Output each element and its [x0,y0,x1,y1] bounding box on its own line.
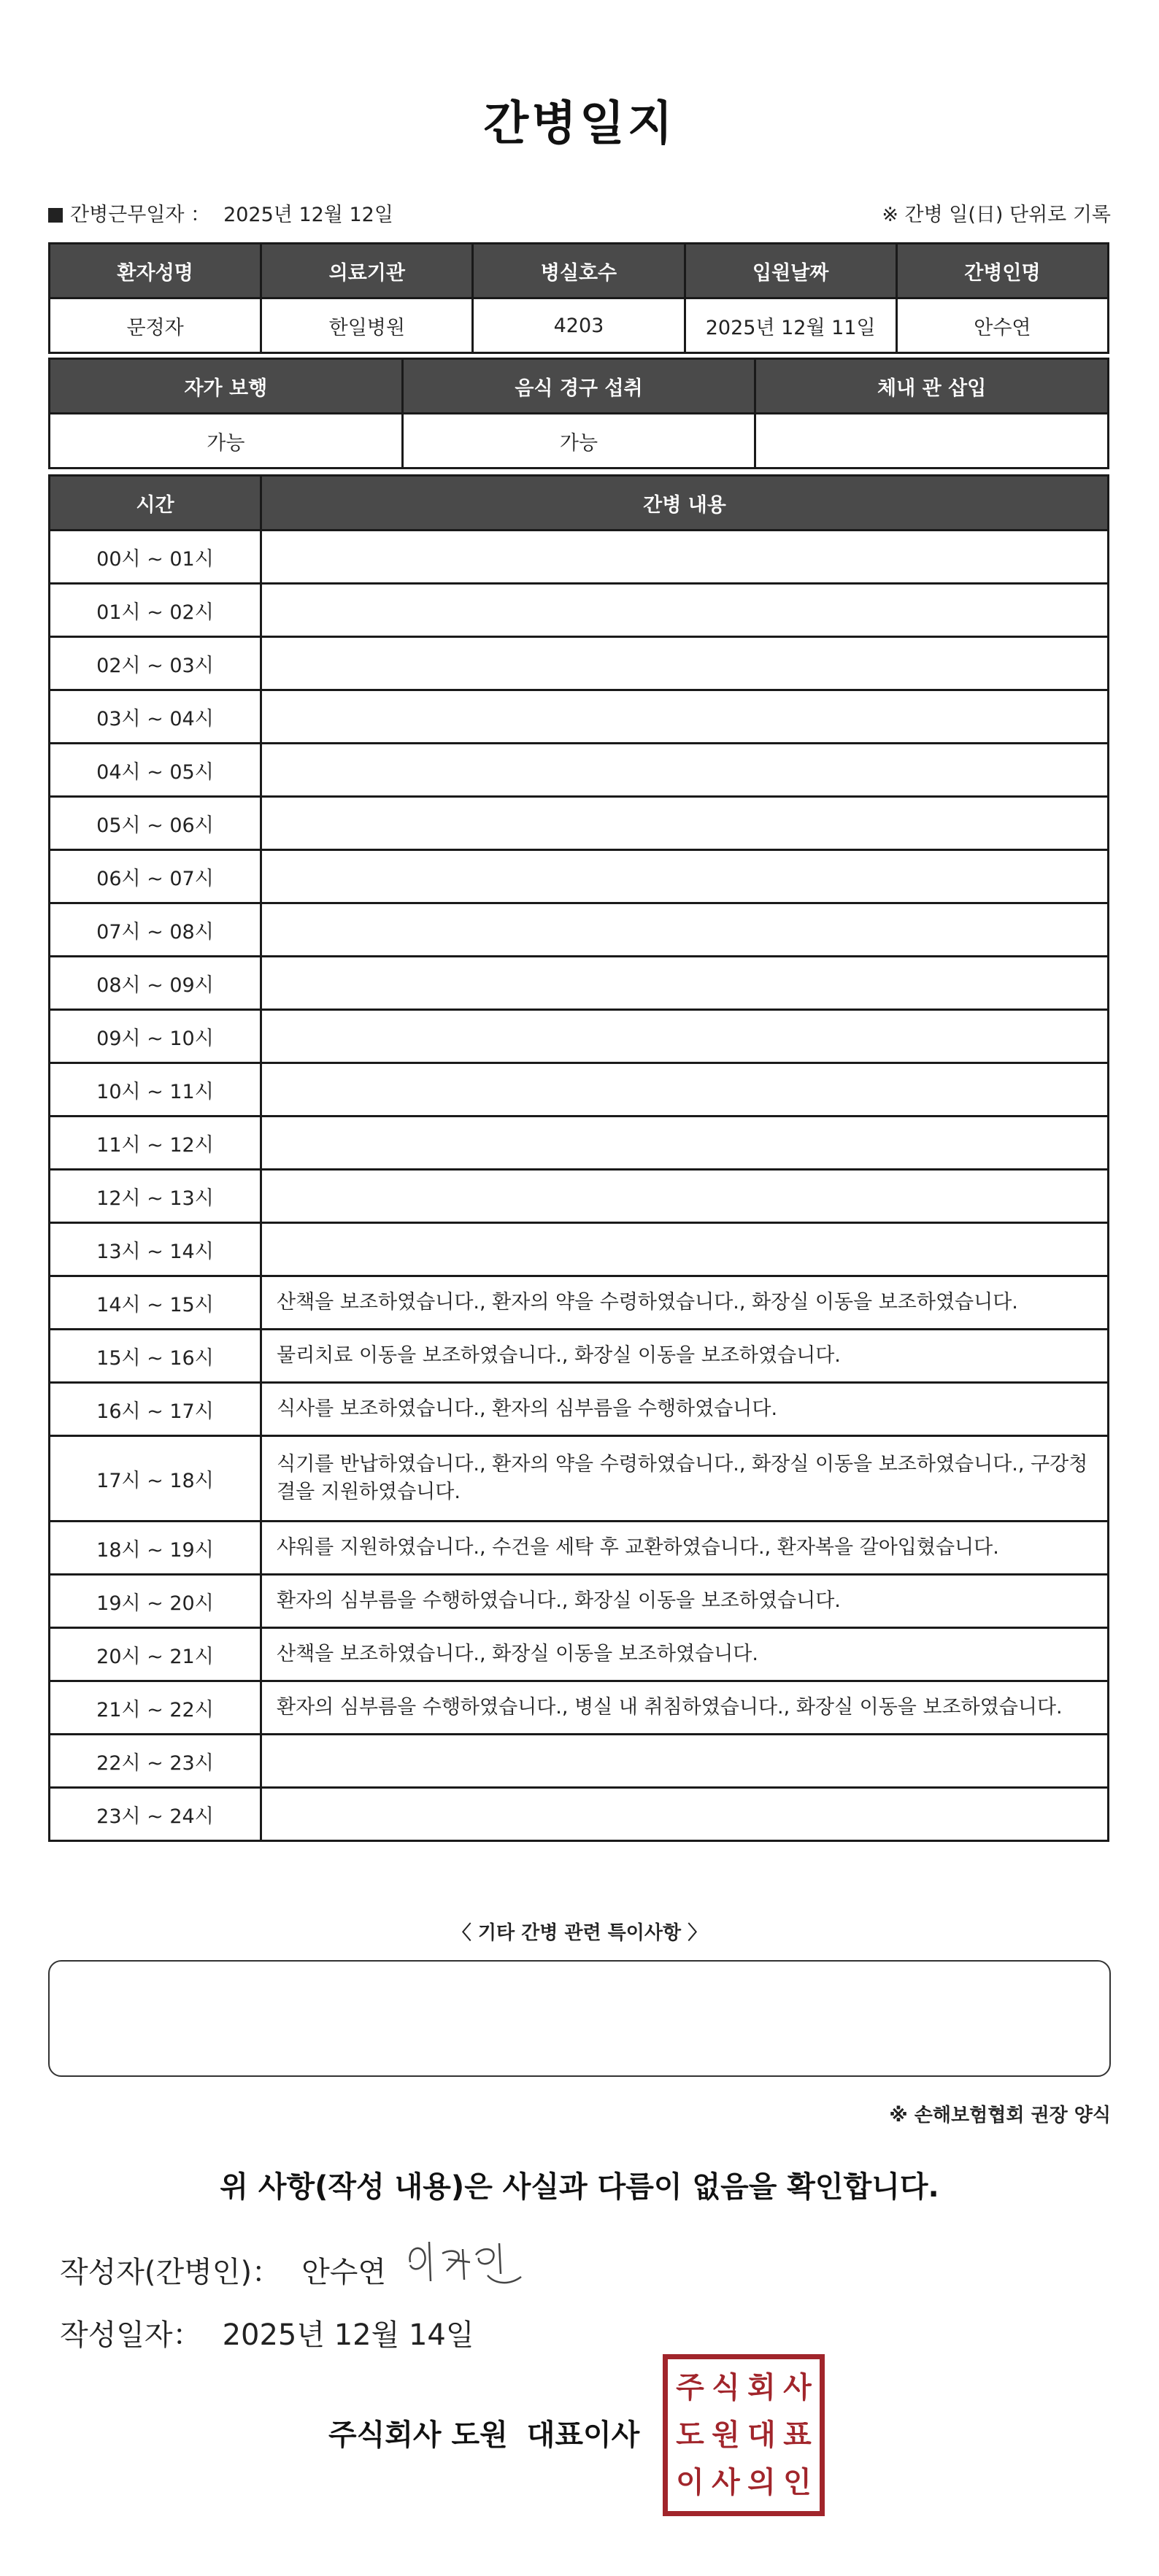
log-row [50,1010,1109,1063]
log-content [261,1117,1109,1170]
log-content: 샤워를 지원하였습니다., 수건을 세탁 후 교환하였습니다., 환자복을 갈아입혔습니다. [261,1522,1109,1575]
bullet-square-icon [48,208,63,223]
log-time: 07시 ~ 08시 [50,903,261,957]
header-caregiver-name: 간병인명 [896,244,1108,298]
log-content: 산책을 보조하였습니다., 환자의 약을 수령하였습니다., 화장실 이동을 보조하였습니다. [261,1276,1109,1330]
log-time: 03시 ~ 04시 [50,690,261,744]
log-row [50,797,1109,850]
seal-char: 대 [747,2418,776,2452]
company-title: 대표이사 [526,2418,640,2452]
log-rows [50,531,1109,1841]
header-patient-name: 환자성명 [50,244,261,298]
admission-date: 2025년 12월 11일 [685,298,896,353]
header-tube-insertion: 체내 관 삽입 [755,359,1109,414]
log-content [261,797,1109,850]
seal-char: 의 [747,2466,776,2500]
log-content [261,1223,1109,1276]
log-content: 환자의 심부름을 수행하였습니다., 병실 내 취침하였습니다., 화장실 이동을 보조하였습니다. [261,1681,1109,1735]
company-seal-stamp [663,2354,825,2516]
log-content: 식사를 보조하였습니다., 환자의 심부름을 수행하였습니다. [261,1383,1109,1436]
log-row [50,1628,1109,1681]
log-time: 20시 ~ 21시 [50,1628,261,1681]
log-row [50,1788,1109,1841]
log-time: 13시 ~ 14시 [50,1223,261,1276]
log-time: 10시 ~ 11시 [50,1063,261,1117]
log-content: 환자의 심부름을 수행하였습니다., 화장실 이동을 보조하였습니다. [261,1575,1109,1628]
log-time: 19시 ~ 20시 [50,1575,261,1628]
care-status-table [48,358,1109,469]
hospital-name: 한일병원 [261,298,473,353]
log-row [50,903,1109,957]
seal-char: 인 [783,2466,812,2500]
log-content [261,637,1109,690]
header-time: 시간 [50,476,261,531]
source-note: ※ 손해보험협회 권장 양식 [889,2105,1111,2126]
log-content [261,690,1109,744]
header-admission-date: 입원날짜 [685,244,896,298]
log-row [50,1383,1109,1436]
writer-name: 안수연 [301,2256,386,2289]
seal-char: 표 [783,2418,812,2452]
seal-char: 사 [783,2370,812,2405]
log-content: 식기를 반납하였습니다., 환자의 약을 수령하였습니다., 화장실 이동을 보조하였습니다., 구강청결을 지원하였습니다. [261,1436,1109,1522]
log-row [50,1735,1109,1788]
log-content [261,584,1109,637]
log-time: 09시 ~ 10시 [50,1010,261,1063]
header-room-number: 병실호수 [473,244,685,298]
seal-char: 사 [712,2466,740,2500]
log-row [50,1575,1109,1628]
log-time: 14시 ~ 15시 [50,1276,261,1330]
record-unit-note: ※ 간병 일(日) 단위로 기록 [882,204,1111,226]
seal-char: 이 [676,2466,704,2500]
log-time: 02시 ~ 03시 [50,637,261,690]
notes-box [48,1960,1111,2077]
header-self-walking: 자가 보행 [50,359,403,414]
log-time: 01시 ~ 02시 [50,584,261,637]
log-time: 05시 ~ 06시 [50,797,261,850]
log-row [50,1223,1109,1276]
hourly-care-log-table [48,474,1109,1842]
log-content [261,957,1109,1010]
room-number: 4203 [473,298,685,353]
log-time: 17시 ~ 18시 [50,1436,261,1522]
notes-heading: 〈 기타 간병 관련 특이사항 〉 [452,1922,707,1944]
seal-char: 도 [676,2418,704,2452]
patient-name: 문정자 [50,298,261,353]
log-content [261,1170,1109,1223]
log-content [261,1735,1109,1788]
caregiver-name: 안수연 [896,298,1108,353]
log-row [50,531,1109,584]
log-row [50,1117,1109,1170]
header-care-content: 간병 내용 [261,476,1109,531]
seal-char: 식 [712,2370,740,2405]
document-title: 간병일지 [483,97,676,151]
log-row [50,1436,1109,1522]
log-time: 21시 ~ 22시 [50,1681,261,1735]
log-row [50,1522,1109,1575]
log-row [50,957,1109,1010]
log-row [50,1681,1109,1735]
log-content: 산책을 보조하였습니다., 화장실 이동을 보조하였습니다. [261,1628,1109,1681]
log-content [261,1788,1109,1841]
log-time: 23시 ~ 24시 [50,1788,261,1841]
company-line [328,2412,639,2453]
header-hospital: 의료기관 [261,244,473,298]
work-date-line [48,198,393,227]
written-date-line [60,2312,474,2353]
log-content [261,850,1109,903]
seal-char: 회 [747,2370,776,2405]
log-row [50,1330,1109,1383]
log-time: 08시 ~ 09시 [50,957,261,1010]
log-content [261,531,1109,584]
log-time: 16시 ~ 17시 [50,1383,261,1436]
log-content [261,744,1109,797]
log-row [50,584,1109,637]
oral-intake-value: 가능 [402,414,755,468]
log-time: 22시 ~ 23시 [50,1735,261,1788]
seal-char: 원 [712,2418,740,2452]
writer-line [60,2249,386,2291]
writer-label: 작성자(간병인)： [60,2256,282,2289]
log-row [50,690,1109,744]
log-row [50,1063,1109,1117]
log-row [50,1170,1109,1223]
log-time: 15시 ~ 16시 [50,1330,261,1383]
confirmation-statement: 위 사항(작성 내용)은 사실과 다름이 없음을 확인합니다. [220,2170,939,2204]
work-date-value: 2025년 12월 12일 [223,204,393,226]
log-row [50,637,1109,690]
log-time: 11시 ~ 12시 [50,1117,261,1170]
patient-info-table [48,242,1109,354]
log-row [50,1276,1109,1330]
tube-insertion-value [755,414,1109,468]
work-date-label: 간병근무일자 ： [70,204,211,226]
written-date-label: 작성일자： [60,2318,202,2352]
log-content [261,903,1109,957]
log-time: 00시 ~ 01시 [50,531,261,584]
log-content: 물리치료 이동을 보조하였습니다., 화장실 이동을 보조하였습니다. [261,1330,1109,1383]
log-time: 04시 ~ 05시 [50,744,261,797]
header-oral-intake: 음식 경구 섭취 [402,359,755,414]
log-time: 18시 ~ 19시 [50,1522,261,1575]
self-walking-value: 가능 [50,414,403,468]
log-row [50,850,1109,903]
company-name: 주식회사 도원 [328,2418,508,2452]
handwritten-signature [400,2233,531,2291]
log-row [50,744,1109,797]
written-date-value: 2025년 12월 14일 [222,2318,474,2352]
log-time: 06시 ~ 07시 [50,850,261,903]
log-content [261,1010,1109,1063]
log-time: 12시 ~ 13시 [50,1170,261,1223]
log-content [261,1063,1109,1117]
seal-char: 주 [676,2370,704,2405]
